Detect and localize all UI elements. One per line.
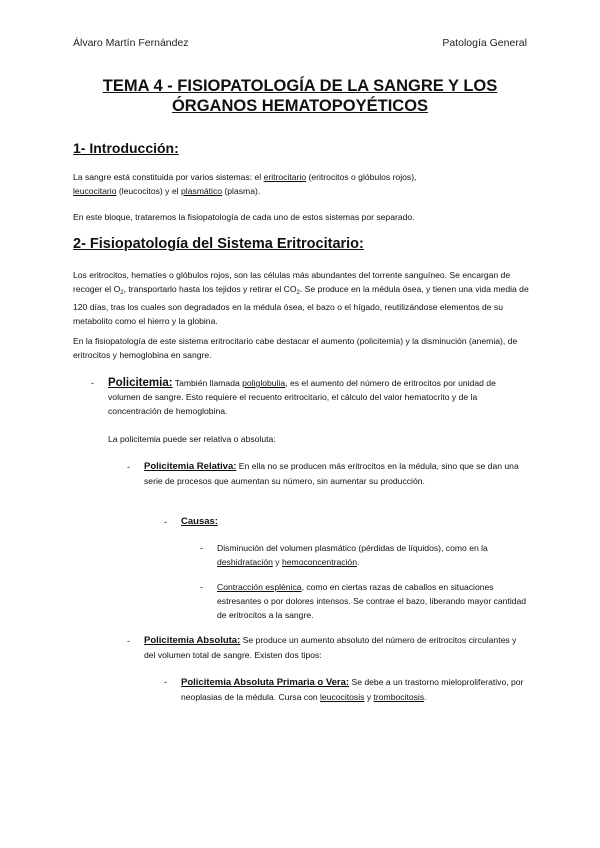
eritrocitario-paragraph-2: En la fisiopatología de este sistema eritrocitario cabe destacar el aumento (policitemia) y la disminución (anemia), de eritrocitos y hemoglobina en sangre. — [73, 336, 518, 360]
absoluta-item — [144, 633, 529, 662]
text-run: , como en ciertas razas de caballos en situaciones estresantes o por dolores intensos. Se contrae el bazo, liberando mayor cantidad de eritrocitos a la sangre. — [217, 582, 527, 620]
keyword-eritrocitario: eritrocitario — [263, 172, 307, 182]
text-run: . — [357, 557, 360, 567]
text-run: Se produce un aumento absoluto del número de eritrocitos circulantes y del volumen total de sangre. Existen dos tipos: — [144, 635, 517, 660]
text-run: y — [272, 557, 282, 567]
term-absoluta: Policitemia Absoluta: — [144, 635, 241, 646]
intro-paragraph-1 — [73, 170, 533, 198]
text-run: . Se produce en la médula ósea, y tienen una vida media de 120 días, tras los cuales son degradados en la médula ósea, el bazo o el hígado, reutilizándose elementos de su metabolito como el hierro y la globina. — [73, 284, 529, 326]
term-relativa: Policitemia Relativa: — [144, 461, 237, 472]
text-run: y — [364, 692, 374, 702]
keyword-poliglobulia: poliglobulia — [242, 378, 286, 388]
text-run: (leucocitos) y el — [116, 186, 181, 196]
text-run: . — [424, 692, 427, 702]
primaria-item — [181, 675, 526, 704]
bullet-dash: - — [91, 378, 94, 388]
bullet-dash: - — [127, 636, 130, 646]
text-run: (plasma). — [222, 186, 261, 196]
keyword-leucocitosis: leucocitosis — [320, 692, 365, 702]
section-heading-intro: 1- Introducción: — [73, 140, 179, 156]
keyword-hemoconcentracion: hemoconcentración — [281, 557, 357, 567]
text-run: La sangre está constituida por varios sistemas: el — [73, 172, 264, 182]
bullet-dash: - — [164, 677, 167, 687]
text-run: También llamada — [172, 378, 243, 388]
text-run: Los eritrocitos, hematíes o glóbulos rojos, son las células más abundantes del torrente sanguíneo. Se encargan de recoger el O — [73, 270, 511, 294]
text-run: Disminución del volumen plasmático (pérdidas de líquidos), como en la — [217, 543, 488, 553]
bullet-dash: - — [164, 517, 167, 527]
text-run: Se debe a un trastorno mieloproliferativo, por neoplasias de la médula. Cursa con — [181, 677, 524, 702]
text-run: , es el aumento del número de eritrocitos por unidad de volumen de sangre. Esto requiere el recuento eritrocitario, el cálculo del valor hematocrito y de la concentración de hemoglobina. — [108, 378, 496, 416]
page-title: TEMA 4 - FISIOPATOLOGÍA DE LA SANGRE Y LOS ÓRGANOS HEMATOPOYÉTICOS — [102, 77, 498, 115]
bullet-dash: - — [200, 543, 203, 553]
causa-item-2 — [217, 580, 535, 622]
subscript: 2 — [120, 290, 124, 296]
text-run: , transportarlo hasta los tejidos y retirar el CO — [123, 284, 297, 294]
term-primaria-vera: Policitemia Absoluta Primaria o Vera: — [181, 677, 350, 688]
policitemia-note: La policitemia puede ser relativa o absoluta: — [108, 434, 276, 444]
term-causas: Causas: — [181, 516, 218, 527]
keyword-contraccion-esplenica: Contracción esplénica — [217, 582, 302, 592]
causas-item — [181, 514, 381, 529]
subscript: 2 — [296, 290, 300, 296]
eritrocitario-paragraph-1 — [73, 268, 533, 328]
text-run: (eritrocitos o glóbulos rojos), — [306, 172, 417, 182]
header-author: Álvaro Martín Fernández — [73, 37, 189, 49]
section-heading-eritrocitario: 2- Fisiopatología del Sistema Eritrocitario: — [73, 236, 364, 252]
text-run: En ella no se producen más eritrocitos en la médula, sino que se dan una serie de procesos que aumentan su número, sin aumentar su producción. — [144, 461, 519, 486]
relativa-item — [144, 459, 524, 488]
keyword-trombocitosis: trombocitosis — [373, 692, 425, 702]
header-subject: Patología General — [442, 37, 527, 49]
term-policitemia: Policitemia: — [108, 377, 173, 389]
causa-item-1 — [217, 541, 535, 569]
bullet-dash: - — [200, 582, 203, 592]
keyword-plasmatico: plasmático — [180, 186, 223, 196]
keyword-leucocitario: leucocitario — [73, 186, 117, 196]
intro-paragraph-2: En este bloque, trataremos la fisiopatología de cada uno de estos sistemas por separado. — [73, 212, 415, 222]
keyword-deshidratacion: deshidratación — [217, 557, 273, 567]
policitemia-item — [108, 376, 528, 418]
bullet-dash: - — [127, 462, 130, 472]
